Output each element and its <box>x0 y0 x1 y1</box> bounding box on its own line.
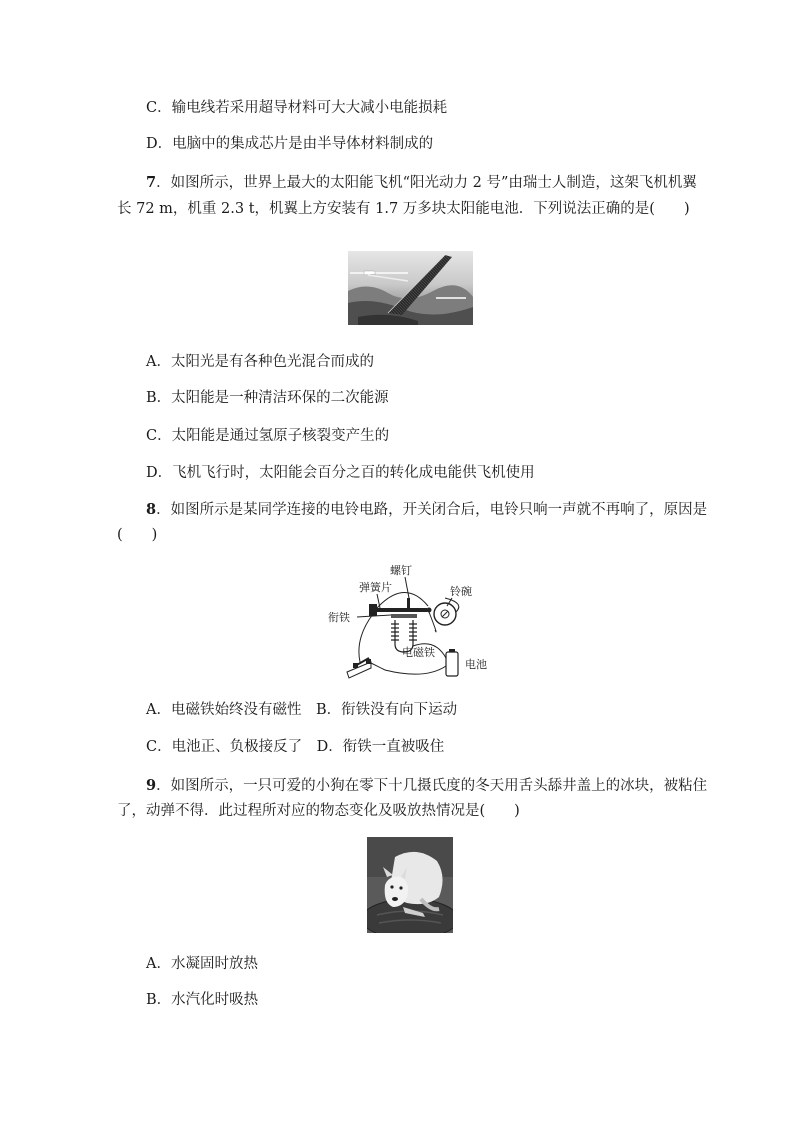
q8-stem-line2: ( ) <box>117 527 158 543</box>
electric-bell-circuit-diagram <box>325 558 500 680</box>
q9-stem-line1 <box>146 776 707 796</box>
q7-stem-line1 <box>146 173 697 193</box>
dog-on-manhole-photo <box>367 837 453 933</box>
q8-options-row1: A．电磁铁始终没有磁性 B．衔铁没有向下运动 <box>146 702 458 718</box>
label-screw: 螺钉 <box>390 564 412 577</box>
q7-number: 7 <box>146 174 157 191</box>
switch <box>347 658 385 678</box>
q8-options-row2: C．电池正、负极接反了 D．衔铁一直被吸住 <box>146 739 445 755</box>
armature-bar <box>391 614 417 618</box>
q8-stem-line1 <box>146 500 707 520</box>
solar-airplane-photo <box>348 251 473 325</box>
q6-option-d: D．电脑中的集成芯片是由半导体材料制成的 <box>146 136 434 152</box>
label-armature: 衔铁 <box>328 611 350 624</box>
q7-stem-text: ．如图所示，世界上最大的太阳能飞机“阳光动力 2 号”由瑞士人制造，这架飞机机翼 <box>156 175 697 191</box>
q7-option-c: C．太阳能是通过氢原子核裂变产生的 <box>146 428 390 444</box>
q8-stem-text: ．如图所示是某同学连接的电铃电路，开关闭合后，电铃只响一声就不再响了，原因是 <box>156 502 708 518</box>
q7-option-a: A．太阳光是有各种色光混合而成的 <box>146 354 374 370</box>
q9-option-b: B．水汽化时吸热 <box>146 992 259 1008</box>
q9-number: 9 <box>146 777 157 794</box>
spring-strip <box>369 608 427 612</box>
label-electromagnet: 电磁铁 <box>402 646 435 659</box>
q7-option-d: D．飞机飞行时，太阳能会百分之百的转化成电能供飞机使用 <box>146 465 535 481</box>
hammer <box>427 608 432 613</box>
q9-stem-line2: 了，动弹不得．此过程所对应的物态变化及吸放热情况是( ) <box>117 803 520 819</box>
label-battery: 电池 <box>465 658 487 671</box>
q7-stem-line2: 长 72 m，机重 2.3 t，机翼上方安装有 1.7 万多块太阳能电池．下列说法正确的是( ) <box>117 201 690 217</box>
q8-number: 8 <box>146 501 157 518</box>
label-bell: 铃碗 <box>450 585 472 598</box>
q9-option-a: A．水凝固时放热 <box>146 956 258 972</box>
q9-stem-text: ．如图所示，一只可爱的小狗在零下十几摄氏度的冬天用舌头舔井盖上的冰块，被粘住 <box>156 778 708 794</box>
battery <box>446 649 458 676</box>
q6-option-c: C．输电线若采用超导材料可大大减小电能损耗 <box>146 100 448 116</box>
q7-option-b: B．太阳能是一种清洁环保的二次能源 <box>146 390 389 406</box>
label-spring: 弹簧片 <box>359 581 392 594</box>
